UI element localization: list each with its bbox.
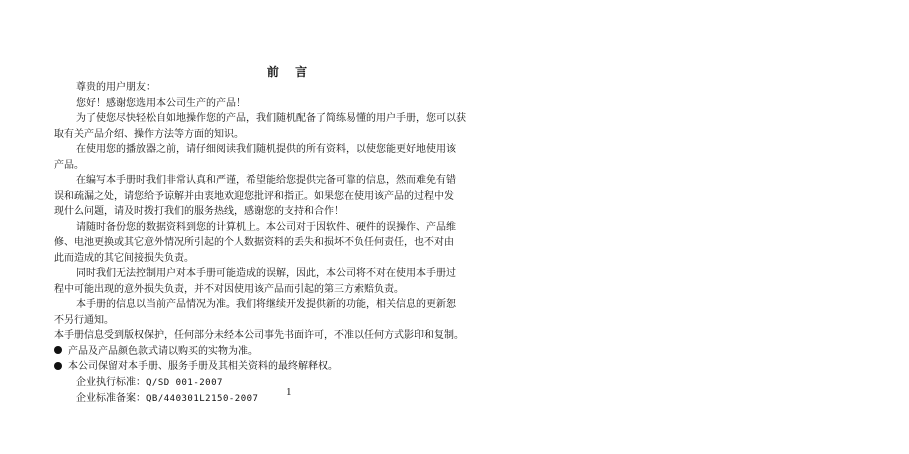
bullet-text: 本公司保留对本手册、服务手册及其相关资料的最终解释权。	[68, 361, 338, 372]
bullet-item	[54, 344, 526, 360]
para3-line-3: 现什么问题，请及时拨打我们的服务热线，感谢您的支持和合作！	[54, 206, 344, 217]
standard-exec-label: 企业执行标准：	[76, 376, 146, 388]
para4-line-3: 此而造成的其它间接损失负责。	[54, 252, 194, 264]
standard-exec-value: Q/SD 001-2007	[146, 377, 223, 388]
para1-line-2: 取有关产品介绍、操作方法等方面的知识。	[54, 128, 244, 140]
copyright-line: 本手册信息受到版权保护，任何部分未经本公司事先书面许可，不准以任何方式影印和复制。	[54, 330, 464, 341]
greeting-line: 尊贵的用户朋友：	[76, 82, 156, 93]
para5-line-1: 同时我们无法控制用户对本手册可能造成的误解，因此，本公司将不对在使用本手册过	[76, 268, 456, 279]
para5-line-2: 程中可能出现的意外损失负责，并不对因使用该产品而引起的第三方索赔负责。	[54, 283, 404, 295]
standard-record-value: QB/440301L2150-2007	[146, 394, 259, 404]
bullet-icon	[54, 362, 62, 370]
para2-line-1: 在使用您的播放器之前，请仔细阅读我们随机提供的所有资料，以使您能更好地使用该	[76, 144, 456, 155]
para4-line-1: 请随时备份您的数据资料到您的计算机上。本公司对于因软件、硬件的误操作、产品维	[76, 221, 456, 233]
para6-line-2: 不另行通知。	[54, 314, 114, 326]
page-number: 1	[286, 386, 292, 398]
standard-record-label: 企业标准备案：	[76, 393, 146, 404]
para1-line-1: 为了使您尽快轻松自如地操作您的产品，我们随机配备了简练易懂的用户手册，您可以获	[76, 113, 466, 124]
para3-line-1: 在编写本手册时我们非常认真和严谨，希望能给您提供完备可靠的信息，然而难免有错	[76, 175, 456, 186]
page-title: 前 言	[266, 65, 314, 79]
bullet-item	[54, 359, 526, 375]
welcome-line: 您好！感谢您选用本公司生产的产品！	[76, 97, 246, 109]
bullet-text: 产品及产品颜色款式请以购买的实物为准。	[68, 345, 258, 357]
para6-line-1: 本手册的信息以当前产品情况为准。我们将继续开发提供新的功能，相关信息的更新恕	[76, 299, 456, 310]
bullet-icon	[54, 346, 62, 354]
document-page	[54, 64, 526, 408]
para3-line-2: 误和疏漏之处，请您给予谅解并由衷地欢迎您批评和指正。如果您在使用该产品的过程中发	[54, 190, 454, 202]
para2-line-2: 产品。	[54, 159, 84, 171]
para4-line-2: 修、电池更换或其它意外情况所引起的个人数据资料的丢失和损坏不负任何责任，也不对由	[54, 237, 454, 248]
